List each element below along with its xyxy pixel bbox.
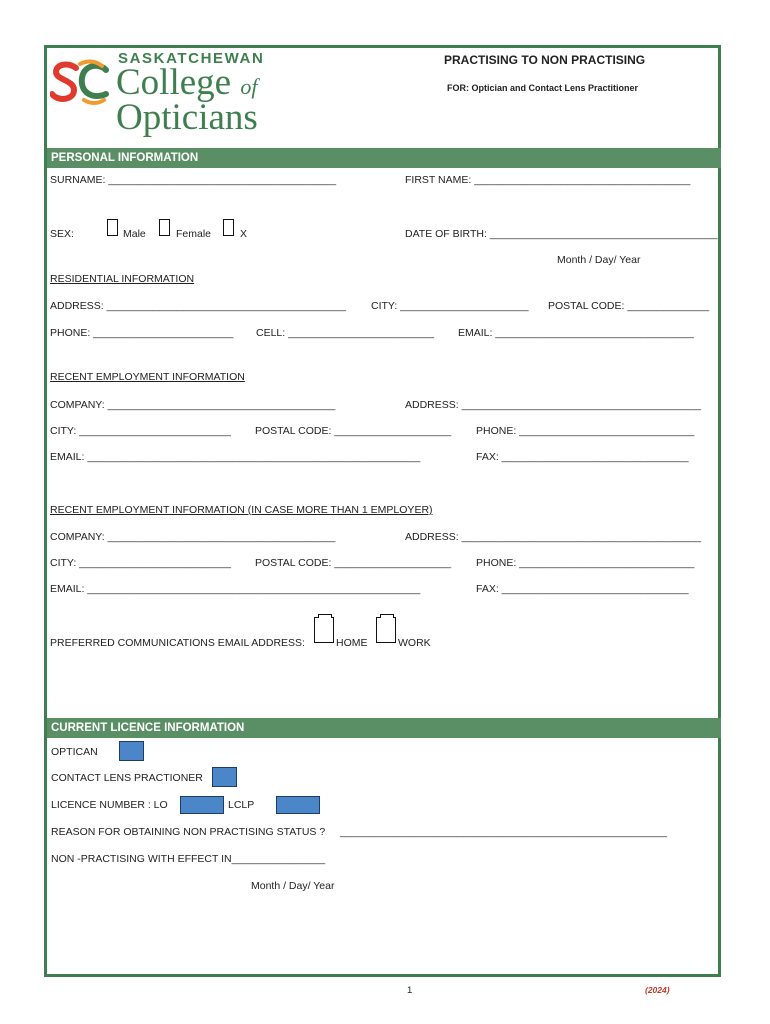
- male-label: Male: [123, 228, 146, 240]
- logo-of: of: [240, 74, 258, 99]
- employment1-city-field[interactable]: CITY: __________________________: [50, 425, 232, 437]
- licence-number-lclp-input[interactable]: [276, 796, 320, 814]
- employment1-phone-field[interactable]: PHONE: ______________________________: [476, 425, 695, 437]
- employment1-postal-field[interactable]: POSTAL CODE: ____________________: [255, 425, 452, 437]
- checkbox-cap: [380, 614, 394, 618]
- logo-college: College: [116, 62, 232, 103]
- contact-lens-practioner-checkbox[interactable]: [212, 767, 237, 787]
- section-current-licence: CURRENT LICENCE INFORMATION: [47, 718, 721, 738]
- contact-lens-practioner-label: CONTACT LENS PRACTIONER: [51, 772, 203, 784]
- employment2-company-field[interactable]: COMPANY: _______________________________________: [50, 531, 336, 543]
- form-subtitle: FOR: Optician and Contact Lens Practitioner: [447, 83, 639, 93]
- x-checkbox[interactable]: [223, 219, 234, 236]
- residential-heading: RESIDENTIAL INFORMATION: [50, 273, 195, 285]
- employment1-fax-field[interactable]: FAX: ________________________________: [476, 451, 689, 463]
- surname-field[interactable]: SURNAME: _______________________________________: [50, 174, 337, 186]
- preferred-communications-label: PREFERRED COMMUNICATIONS EMAIL ADDRESS:: [50, 637, 305, 649]
- work-checkbox[interactable]: [376, 617, 396, 643]
- employment2-address-field[interactable]: ADDRESS: _________________________________________: [405, 531, 702, 543]
- home-checkbox[interactable]: [314, 617, 334, 643]
- employment-heading-1: RECENT EMPLOYMENT INFORMATION: [50, 371, 245, 383]
- male-checkbox[interactable]: [107, 219, 118, 236]
- employment1-email-field[interactable]: EMAIL: _________________________________________________________: [50, 451, 421, 463]
- residential-postal-field[interactable]: POSTAL CODE: ______________: [548, 300, 710, 312]
- effective-date-format-hint: Month / Day/ Year: [251, 880, 335, 892]
- employment-heading-2: RECENT EMPLOYMENT INFORMATION (IN CASE MORE THAN 1 EMPLOYER): [50, 504, 433, 516]
- non-practising-effective-field[interactable]: NON -PRACTISING WITH EFFECT IN________________: [51, 853, 326, 865]
- page-number: 1: [407, 985, 413, 996]
- reason-field[interactable]: ________________________________________________________: [340, 826, 668, 838]
- female-checkbox[interactable]: [159, 219, 170, 236]
- residential-cell-field[interactable]: CELL: _________________________: [256, 327, 435, 339]
- employment2-fax-field[interactable]: FAX: ________________________________: [476, 583, 689, 595]
- work-label: WORK: [398, 637, 431, 649]
- licence-number-lo-input[interactable]: [180, 796, 224, 814]
- residential-phone-field[interactable]: PHONE: ________________________: [50, 327, 234, 339]
- logo-text-opticians: Opticians: [116, 97, 258, 138]
- employment2-postal-field[interactable]: POSTAL CODE: ____________________: [255, 557, 452, 569]
- residential-email-field[interactable]: EMAIL: __________________________________: [458, 327, 694, 339]
- college-logo-icon: [50, 58, 110, 108]
- reason-label: REASON FOR OBTAINING NON PRACTISING STATUS ?: [51, 826, 326, 838]
- residential-city-field[interactable]: CITY: ______________________: [371, 300, 529, 312]
- residential-address-field[interactable]: ADDRESS: _________________________________________: [50, 300, 347, 312]
- dob-format-hint: Month / Day/ Year: [557, 254, 641, 266]
- employment1-address-field[interactable]: ADDRESS: _________________________________________: [405, 399, 702, 411]
- optican-checkbox[interactable]: [119, 741, 144, 761]
- home-label: HOME: [336, 637, 368, 649]
- employment2-email-field[interactable]: EMAIL: _________________________________________________________: [50, 583, 421, 595]
- optican-label: OPTICAN: [51, 746, 98, 758]
- employment1-company-field[interactable]: COMPANY: _______________________________________: [50, 399, 336, 411]
- licence-number-label: LICENCE NUMBER : LO: [51, 799, 168, 811]
- sex-label: SEX:: [50, 228, 74, 240]
- form-year: (2024): [645, 985, 670, 995]
- section-personal-information: PERSONAL INFORMATION: [47, 148, 721, 168]
- logo-text-saskatchewan: SASKATCHEWAN: [118, 50, 265, 67]
- form-title: PRACTISING TO NON PRACTISING: [444, 53, 646, 67]
- employment2-city-field[interactable]: CITY: __________________________: [50, 557, 232, 569]
- lclp-label: LCLP: [228, 799, 255, 811]
- date-of-birth-field[interactable]: DATE OF BIRTH: _______________________________________: [405, 228, 718, 240]
- checkbox-cap: [318, 614, 332, 618]
- first-name-field[interactable]: FIRST NAME: _____________________________________: [405, 174, 691, 186]
- employment2-phone-field[interactable]: PHONE: ______________________________: [476, 557, 695, 569]
- x-label: X: [240, 228, 248, 240]
- female-label: Female: [176, 228, 212, 240]
